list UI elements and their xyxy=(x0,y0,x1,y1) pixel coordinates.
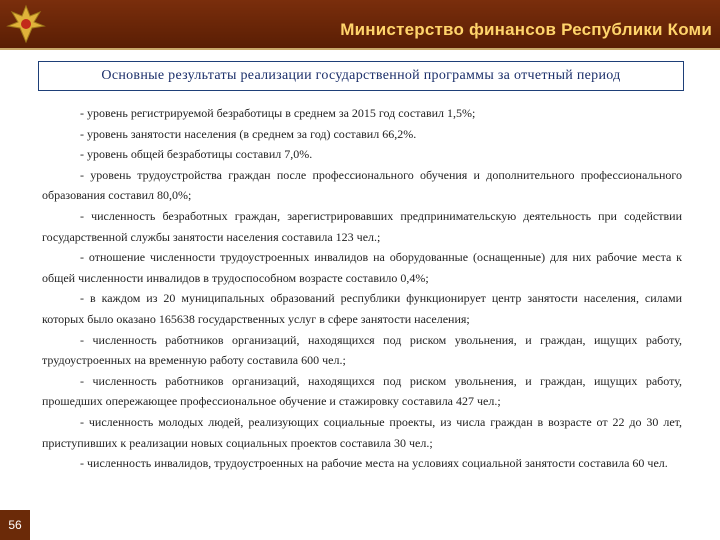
list-item: - уровень занятости населения (в среднем за год) составил 66,2%. xyxy=(80,126,417,141)
section-title: Основные результаты реализации государственной программы за отчетный период xyxy=(101,68,621,83)
list-item: - уровень общей безработицы составил 7,0%. xyxy=(80,147,313,162)
ministry-title: Министерство финансов Республики Коми xyxy=(340,20,712,39)
list-item: - численность безработных граждан, зарегистрировавших предпринимательскую деятельность при содействии государственной службы занятости населения составила 123 чел.; xyxy=(42,208,682,244)
list-item: - отношение численности трудоустроенных инвалидов на оборудованные (оснащенные) для них рабочие места к общей численности инвалидов в трудоспособном возрасте составило 0,4%; xyxy=(42,250,682,285)
header-bar xyxy=(0,0,720,50)
list-item: - численность молодых людей, реализующих социальные проекты, из числа граждан в возрасте от 22 до 30 лет, приступивших к реализации новых социальных проектов составила 30 чел.; xyxy=(42,414,682,450)
page-number-box xyxy=(0,510,30,540)
list-item: - численность работников организаций, находящихся под риском увольнения, и граждан, ищущих работу, прошедших опережающее профессиональное обучение и стажировку составила 427 чел.; xyxy=(42,373,682,409)
list-item: - уровень регистрируемой безработицы в среднем за 2015 год составил 1,5%; xyxy=(80,106,476,120)
page-number: 56 xyxy=(8,518,22,532)
list-item: - численность инвалидов, трудоустроенных на рабочие места на условиях социальной занятости составила 60 чел. xyxy=(80,456,668,471)
section-title-box xyxy=(38,61,684,91)
list-item: - уровень трудоустройства граждан после профессионального обучения и дополнительного профессионального образования составил 80,0%; xyxy=(42,167,682,203)
left-sidebar-strip xyxy=(0,50,38,540)
komi-emblem-icon xyxy=(6,2,46,46)
list-item: - численность работников организаций, находящихся под риском увольнения, и граждан, ищущих работу, трудоустроенных на временную работу составила 600 чел.; xyxy=(42,332,682,368)
results-list xyxy=(42,103,682,474)
list-item: - в каждом из 20 муниципальных образований республики функционирует центр занятости населения, силами которых было оказано 165638 государственных услуг в сфере занятости населения; xyxy=(42,291,682,326)
